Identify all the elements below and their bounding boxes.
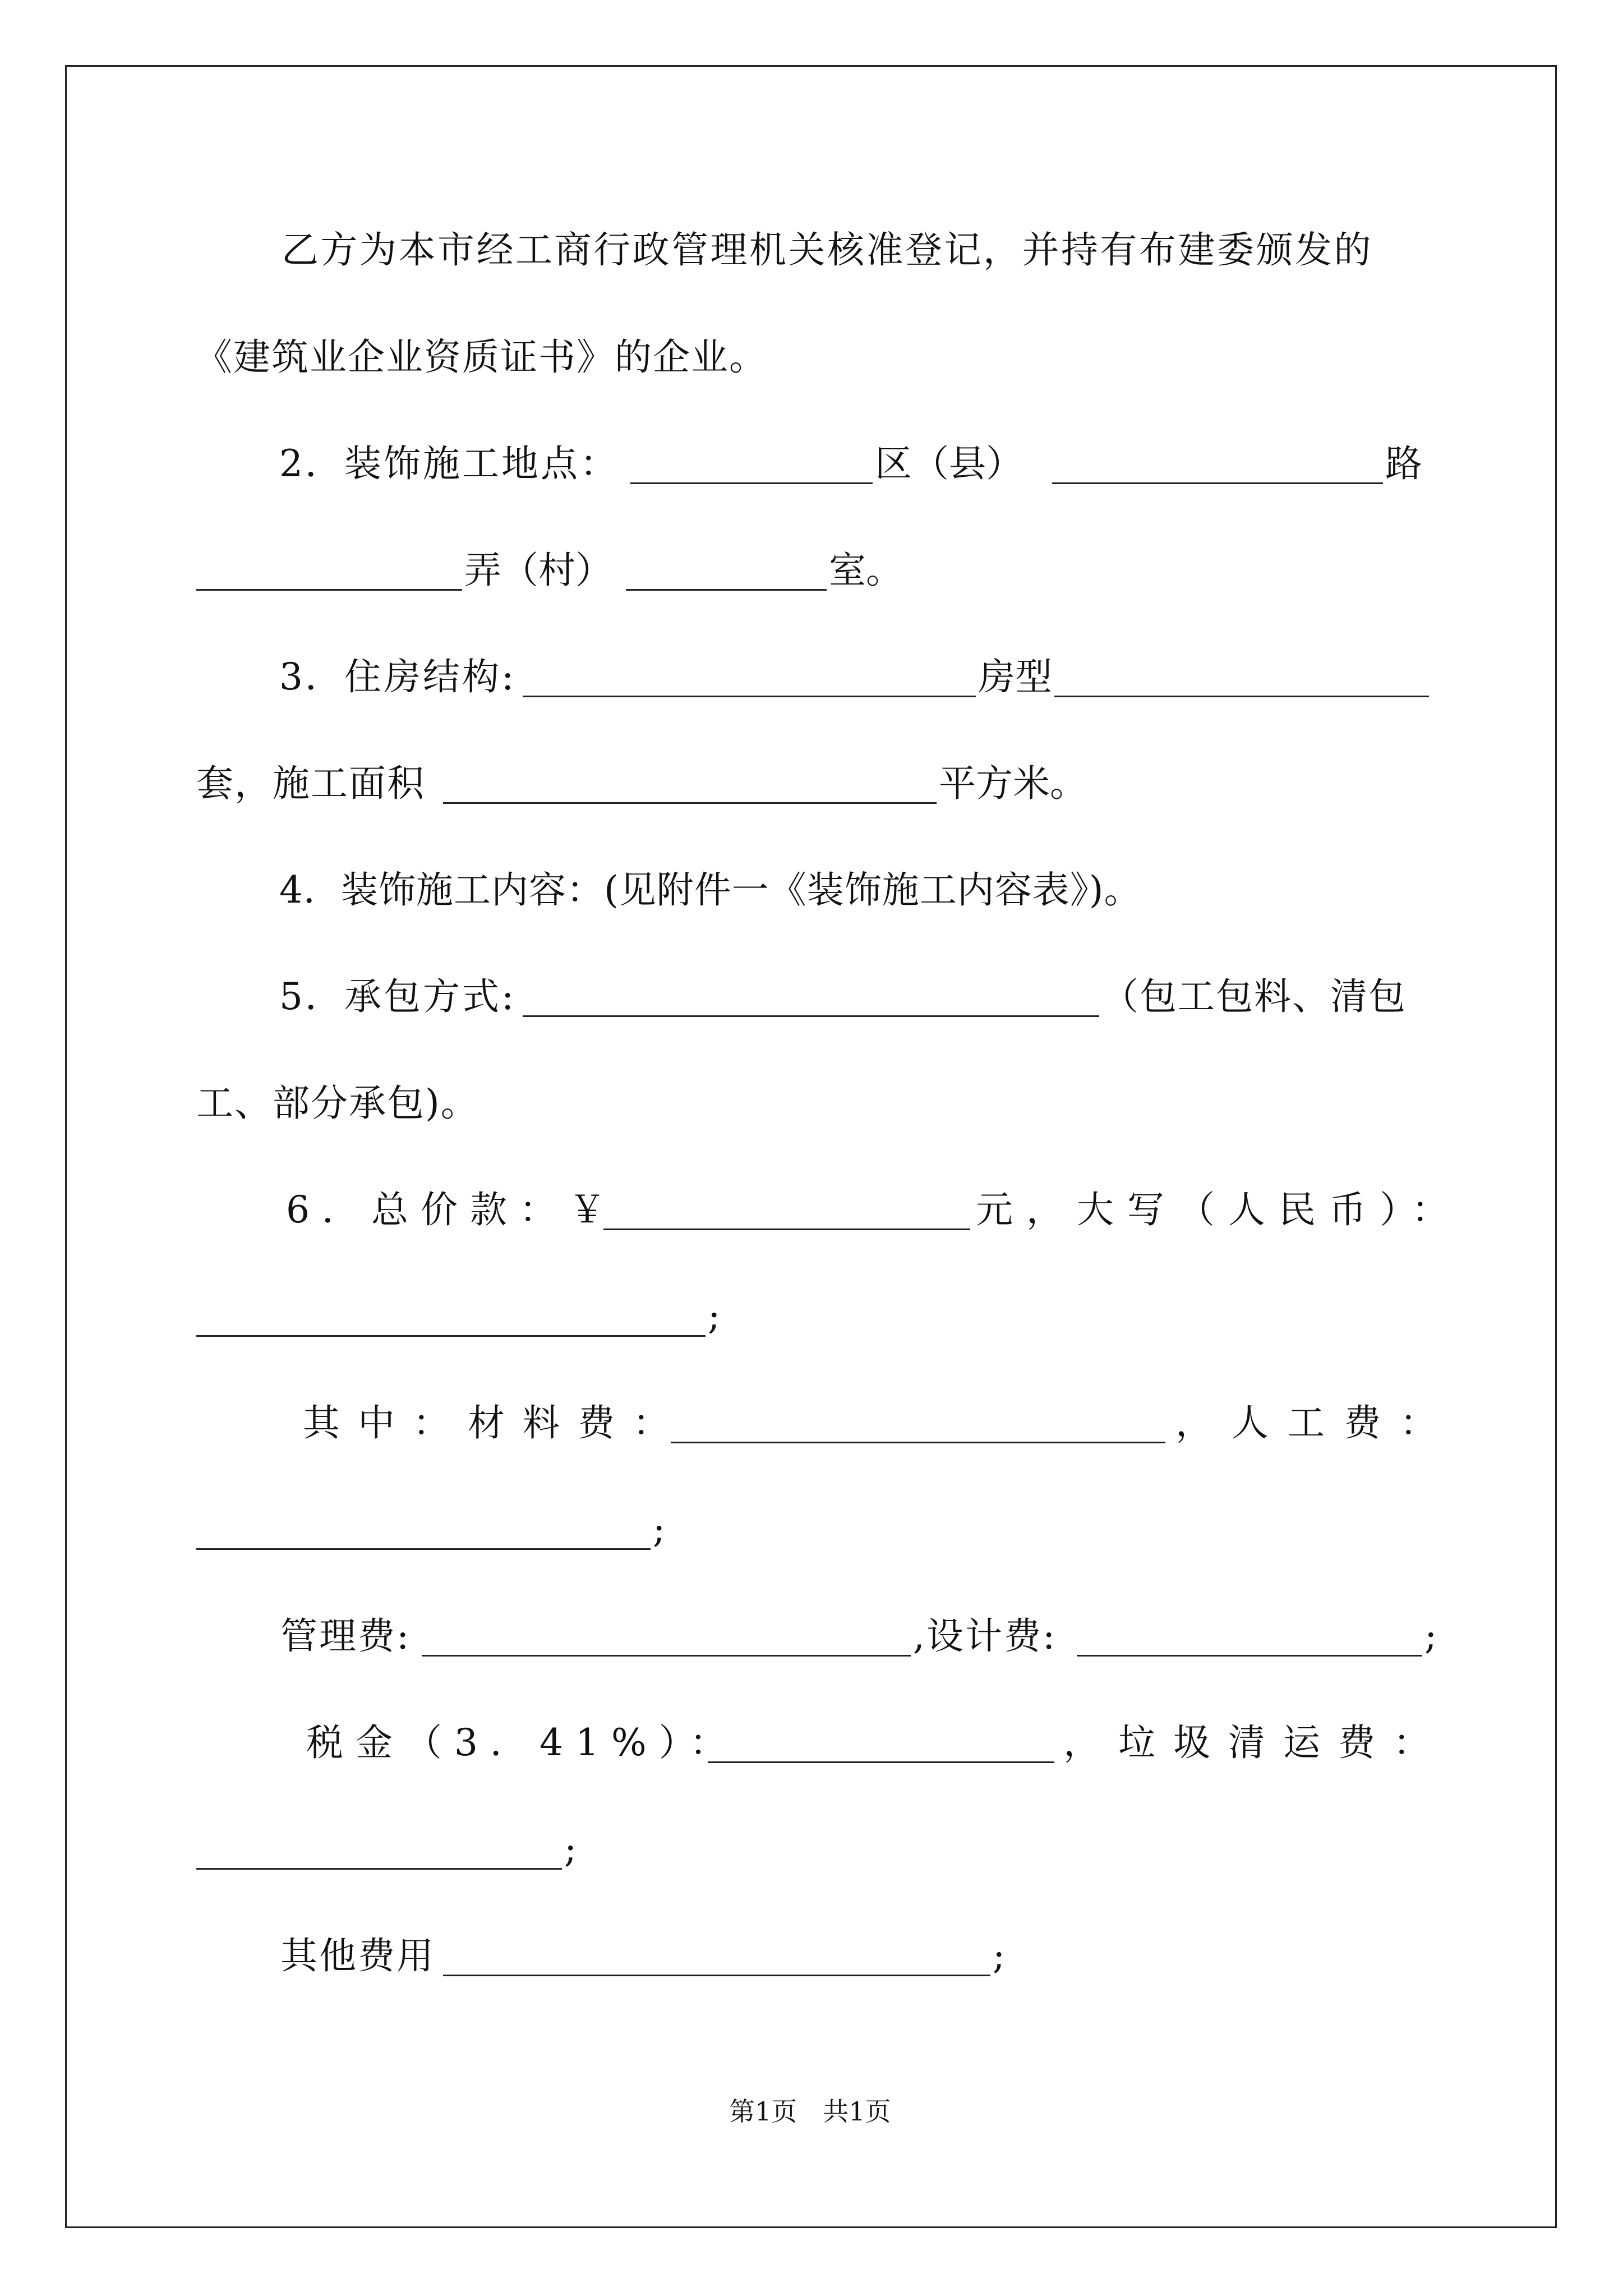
item4-text: 4．装饰施工内容：(见附件一《装饰施工内容表》)。 [279,868,1142,912]
item5-options-cont: 工、部分承包)。 [196,1082,479,1125]
contract-method-blank[interactable] [523,1015,1099,1017]
para1-line2: 《建筑业企业资质证书》的企业。 [195,335,767,379]
item3-label: 3．住房结构: [279,655,517,698]
item5-label: 5．承包方式: [279,975,517,1018]
breakdown-waste: ，垃圾清运费： [1063,1721,1448,1764]
page-footer: 第1页 共1页 [729,2096,891,2127]
item3-house-type: 房型 [978,655,1052,698]
other-fee-blank[interactable] [443,1975,990,1976]
material-fee-blank[interactable] [671,1442,1165,1443]
item2-room: 室。 [829,549,903,592]
tax-blank[interactable] [708,1761,1054,1763]
breakdown-end3: ; [564,1828,577,1871]
breakdown-other: 其他费用 [280,1934,435,1977]
para1-line1: 乙方为本市经工商行政管理机关核准登记，并持有布建委颁发的 [282,228,1373,272]
labor-fee-blank[interactable] [196,1548,651,1550]
item6-yuan: 元，大写（人民币）： [976,1188,1462,1231]
structure-blank[interactable] [523,696,976,697]
breakdown-lead: 其中：材料费： [303,1401,688,1444]
house-type-blank[interactable] [1054,696,1429,697]
breakdown-tax: 税金（3．41%）： [306,1721,739,1764]
item5-options: （包工包料、清包 [1101,975,1407,1018]
area-blank[interactable] [443,802,937,804]
waste-fee-blank[interactable] [196,1868,562,1870]
breakdown-end4: ; [993,1934,1006,1977]
item3-set: 套，施工面积 [196,762,425,805]
breakdown-end1: ; [653,1508,666,1551]
breakdown-labor: ，人工费： [1175,1401,1456,1444]
item2-road: 路 [1385,442,1422,485]
item2-district: 区（县） [875,442,1023,485]
item6-label: 6．总价款：￥ [286,1188,618,1231]
item3-unit: 平方米。 [939,762,1087,805]
district-blank[interactable] [630,482,873,484]
lane-blank[interactable] [196,589,462,591]
item2-label: 2．装饰施工地点： [279,442,619,485]
breakdown-end2: ; [1424,1614,1437,1658]
design-fee-blank[interactable] [1077,1655,1422,1657]
item2-lane: 弄（村） [464,549,612,592]
total-price-blank[interactable] [603,1228,970,1230]
road-blank[interactable] [1052,482,1383,484]
breakdown-mgmt: 管理费: [280,1614,411,1658]
management-fee-blank[interactable] [422,1655,911,1657]
room-blank[interactable] [626,589,827,591]
total-price-words-blank[interactable] [196,1335,706,1337]
breakdown-design: ,设计费: [913,1614,1057,1658]
page-border [65,65,1557,2228]
item6-end: ; [708,1295,721,1338]
